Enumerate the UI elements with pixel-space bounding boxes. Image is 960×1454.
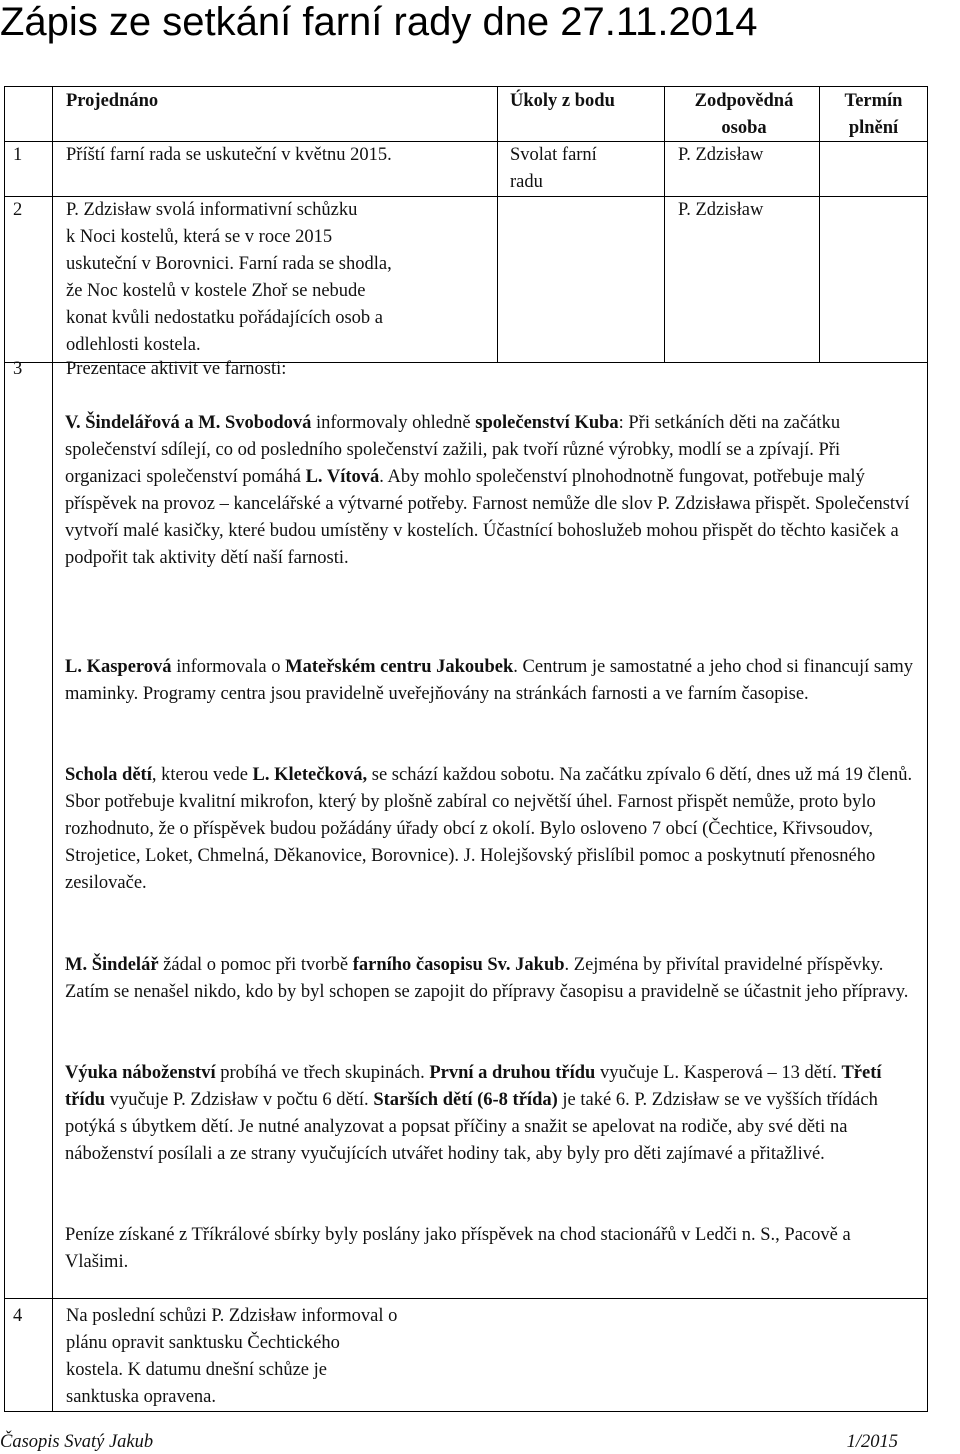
jakoubek-text-1: informovala o bbox=[171, 657, 286, 677]
row-4-line: plánu opravit sanktusku Čechtického bbox=[66, 1333, 340, 1353]
header-projednano: Projednáno bbox=[66, 91, 159, 111]
section-jakoubek bbox=[65, 654, 913, 708]
col-divider-4 bbox=[819, 86, 820, 362]
vyuka-title: Výuka náboženství bbox=[65, 1063, 216, 1083]
table-border-left bbox=[4, 86, 5, 1412]
schola-leader: L. Kletečková, bbox=[252, 765, 368, 785]
col-divider-2 bbox=[497, 86, 498, 362]
vyuka-text-3: vyučuje P. Zdzisław v počtu 6 dětí. bbox=[105, 1090, 374, 1110]
row-1-task-line1: Svolat farní bbox=[510, 145, 597, 165]
row-4-text bbox=[66, 1303, 496, 1411]
table-border-bottom bbox=[4, 1411, 928, 1412]
row-1-number: 1 bbox=[13, 145, 23, 165]
row-divider-4 bbox=[4, 1298, 928, 1299]
row-2-line: uskuteční v Borovnici. Farní rada se shodla, bbox=[66, 254, 392, 274]
row-4-number: 4 bbox=[13, 1306, 23, 1326]
kuba-text-1: informovaly ohledně bbox=[311, 413, 476, 433]
casopis-magazine: farního časopisu Sv. Jakub bbox=[352, 955, 565, 975]
row-2-text bbox=[66, 197, 496, 359]
vyuka-text-2: vyučuje L. Kasperová – 13 dětí. bbox=[595, 1063, 842, 1083]
row-3-text: Prezentace aktivit ve farnosti: bbox=[66, 359, 287, 379]
section-schola bbox=[65, 762, 913, 897]
jakoubek-name: L. Kasperová bbox=[65, 657, 172, 677]
kuba-text-3: . Aby mohlo společenství plnohodnotně fungovat, potřebuje malý příspěvek na provoz – kancelářské a výtvarné potřeby. Farnost nemůže dle slov P. Zdzisława přispět. Společenství vytvoří malé kasičky, které budou umístěny v kostelích. Účastnící bohoslužeb mohou přispět do těchto kasiček a podpořit tak aktivity dětí naší farnosti. bbox=[65, 467, 910, 568]
kuba-names: V. Šindelářová a M. Svobodová bbox=[65, 413, 312, 433]
header-ukoly: Úkoly z bodu bbox=[510, 91, 615, 111]
row-2-line: konat kvůli nedostatku pořádajících osob a bbox=[66, 308, 383, 328]
row-4-line: sanktuska opravena. bbox=[66, 1387, 217, 1407]
header-zodpovedna bbox=[674, 88, 814, 142]
vyuka-text-1: probíhá ve třech skupinách. bbox=[215, 1063, 430, 1083]
table-border-top bbox=[4, 86, 928, 87]
section-kuba bbox=[65, 410, 913, 572]
schola-text-2: se schází každou sobotu. Na začátku zpívalo 6 dětí, dnes už má 19 členů. Sbor potřebuje kvalitní mikrofon, který by plošně zabíral co největší úhel. Farnost přispět nemůže, proto bylo rozhodnuto, že o příspěvek budou požádány úřady obcí z okolí. Bylo osloveno 7 obcí (Čechtice, Křivsoudov, Strojetice, Loket, Chmelná, Děkanovice, Borovnice). J. Holejšovský přislíbil pomoc a poskytnutí přenosného zesilovače. bbox=[65, 765, 913, 893]
section-trikralova: Peníze získané z Tříkrálové sbírky byly poslány jako příspěvek na chod stacionářů v Ledči n. S., Pacově a Vlašimi. bbox=[65, 1225, 851, 1272]
col-divider-3 bbox=[664, 86, 665, 362]
footer-left: Časopis Svatý Jakub bbox=[0, 1432, 154, 1452]
section-casopis bbox=[65, 952, 913, 1006]
schola-name: Schola dětí bbox=[65, 765, 152, 785]
row-2-line: P. Zdzisław svolá informativní schůzku bbox=[66, 200, 358, 220]
row-1-task bbox=[510, 142, 597, 196]
kuba-community: společenství Kuba bbox=[475, 413, 619, 433]
col-divider-1 bbox=[52, 86, 53, 1412]
header-termin-line1: Termín bbox=[844, 91, 903, 111]
kuba-vitova: L. Vítová bbox=[305, 467, 380, 487]
vyuka-older: Starších dětí (6-8 třída) bbox=[373, 1090, 558, 1110]
jakoubek-centre: Mateřském centru Jakoubek bbox=[285, 657, 514, 677]
header-zodpovedna-line2: osoba bbox=[721, 118, 767, 138]
row-1-task-line2: radu bbox=[510, 172, 543, 192]
casopis-text-2: . Zejména by přivítal pravidelné příspěvky. Zatím se nenašel nikdo, kdo by byl schopen se zapojit do přípravy časopisu a pravidelně se účastnit jeho přípravy. bbox=[65, 955, 909, 1002]
row-1-text: Příští farní rada se uskuteční v květnu 2015. bbox=[66, 145, 392, 165]
vyuka-third: Třetí třídu bbox=[65, 1063, 882, 1110]
section-vyuka bbox=[65, 1060, 913, 1168]
footer-right: 1/2015 bbox=[846, 1432, 898, 1452]
row-3-number: 3 bbox=[13, 359, 23, 379]
row-2-line: že Noc kostelů v kostele Zhoř se nebude bbox=[66, 281, 366, 301]
header-termin-line2: plnění bbox=[848, 118, 899, 138]
casopis-text-1: žádal o pomoc při tvorbě bbox=[158, 955, 353, 975]
header-zodpovedna-line1: Zodpovědná bbox=[694, 91, 794, 111]
row-2-person: P. Zdzisław bbox=[678, 200, 764, 220]
row-2-line: k Noci kostelů, která se v roce 2015 bbox=[66, 227, 333, 247]
minutes-table bbox=[4, 86, 928, 1412]
vyuka-first-second: První a druhou třídu bbox=[429, 1063, 596, 1083]
row-1-person: P. Zdzisław bbox=[678, 145, 764, 165]
row-4-line: Na poslední schůzi P. Zdzisław informoval o bbox=[66, 1306, 398, 1326]
row-4-line: kostela. K datumu dnešní schůze je bbox=[66, 1360, 327, 1380]
header-termin bbox=[826, 88, 921, 142]
jakoubek-text-2: . Centrum je samostatné a jeho chod si financují samy maminky. Programy centra jsou pravidelně uveřejňovány na stránkách farnosti a ve farním časopise. bbox=[65, 657, 913, 704]
page-title: Zápis ze setkání farní rady dne 27.11.2014 bbox=[0, 0, 758, 44]
kuba-text-2: : Při setkáních děti na začátku společenství sdílejí, co od posledního společenství zažili, pak tvoří různé výrobky, modlí se a zpívají. Při organizaci společenství pomáhá bbox=[65, 413, 841, 487]
row-2-number: 2 bbox=[13, 200, 23, 220]
row-2-line: odlehlosti kostela. bbox=[66, 335, 201, 355]
vyuka-text-4: je také 6. P. Zdzisław se ve vyšších třídách potýká s úbytkem dětí. Je nutné analyzovat a popsat příčiny a snažit se apelovat na rodiče, aby své děti na náboženství posílali a ze strany vyučujících utvářet hodiny tak, aby byly pro děti zajímavé a přitažlivé. bbox=[65, 1090, 878, 1164]
schola-text-1: , kterou vede bbox=[151, 765, 253, 785]
casopis-name: M. Šindelář bbox=[65, 955, 159, 975]
table-border-right bbox=[927, 86, 928, 1412]
